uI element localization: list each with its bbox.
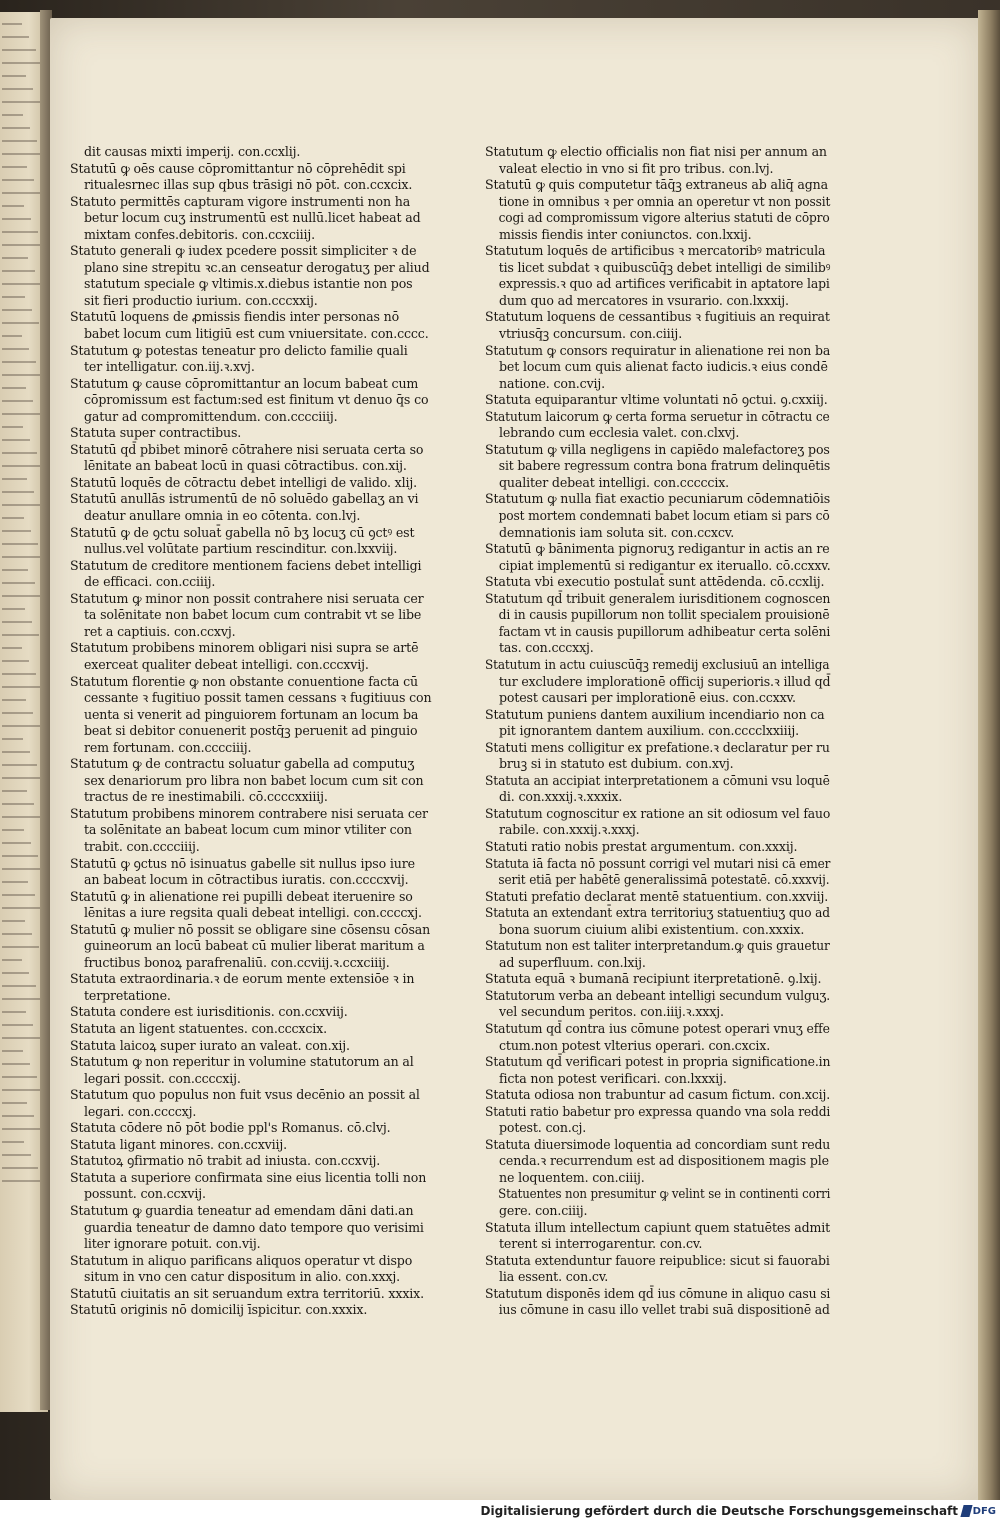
- text-line: nullus.vel volūtate partium rescinditur. con.lxxviij.: [84, 541, 398, 557]
- text-line: possunt. con.ccxvij.: [84, 1186, 206, 1202]
- facing-page-line: [2, 1050, 23, 1052]
- text-line: uenta si venerit ad pinguiorem fortunam an locum ba: [84, 706, 419, 722]
- text-line: Statutū ꝙ in alienatione rei pupilli debeat iteruenire so: [70, 888, 413, 904]
- text-line: an babeat locum in cōtractibus iuratis. con.ccccxvij.: [84, 872, 409, 888]
- text-line: cipiat implementū si redigantur ex iteruallo. cō.ccxxv.: [498, 557, 831, 573]
- text-line: Statutum qd̄ contra ius cōmune potest operari vnuʒ effe: [485, 1020, 830, 1036]
- facing-page-line: [2, 296, 25, 298]
- right-text-column: [485, 144, 830, 1319]
- text-line: Statuti ratio nobis prestat argumentum. con.xxxij.: [485, 838, 798, 854]
- page-edge: [978, 10, 1000, 1500]
- text-line: exerceat qualiter debeat intelligi. con.cccxvij.: [84, 656, 369, 672]
- text-line: post mortem condemnati babet locum etiam si pars cō: [498, 508, 830, 524]
- text-line: lia essent. con.cv.: [499, 1269, 609, 1285]
- text-line: situm in vno cen catur dispositum in alio. con.xxxj.: [84, 1269, 400, 1285]
- facing-page-line: [2, 491, 34, 493]
- text-line: Statuta vbi executio postulat̄ sunt attēdenda. cō.ccxlij.: [485, 574, 825, 590]
- text-line: Statuta an accipiat interpretationem a cōmuni vsu loquē: [485, 772, 830, 788]
- text-line: Statutū ꝙ mulier nō possit se obligare sine cōsensu cōsan: [70, 921, 431, 937]
- text-line: expressis.ꝛ quo ad artifices verificabit in aptatore lapi: [498, 276, 830, 292]
- facing-page-line: [2, 725, 40, 727]
- facing-page-line: [2, 218, 31, 220]
- text-line: Statutum ꝙ electio officialis non fiat nisi per annum an: [485, 144, 827, 159]
- facing-page-line: [2, 777, 44, 779]
- facing-page-line: [2, 413, 40, 415]
- facing-page-line: [2, 504, 41, 506]
- text-line: Statutum de creditore mentionem faciens debet intelligi: [70, 557, 422, 573]
- text-line: vel secundum peritos. con.iiij.ꝛ.xxxj.: [499, 1004, 724, 1020]
- facing-page-line: [2, 309, 32, 311]
- facing-page-line: [2, 62, 43, 64]
- text-line: ta solēnitate non babet locum cum contrabit vt se libe: [84, 607, 422, 623]
- text-line: Statuta equiparantur vltime voluntati nō ꝯctui. ꝯ.cxxiij.: [485, 392, 828, 408]
- facing-page-line: [2, 959, 22, 961]
- text-line: beat si debitor conuenerit postq̄ꝫ peruenit ad pinguio: [84, 723, 418, 739]
- text-line: vtriusq̄ꝫ concursum. con.ciiij.: [499, 326, 683, 342]
- facing-page-line: [2, 244, 45, 246]
- text-line: Statuti mens colligitur ex prefatione.ꝛ declaratur per ru: [485, 739, 830, 755]
- facing-page-line: [2, 738, 23, 740]
- text-line: Statutum ꝙ potestas teneatur pro delicto familie quali: [70, 342, 408, 358]
- facing-page-line: [2, 1115, 34, 1117]
- text-line: Statuta super contractibus.: [70, 425, 242, 441]
- facing-page-line: [2, 543, 38, 545]
- text-line: sex denariorum pro libra non babet locum cum sit con: [84, 772, 424, 788]
- text-line: Statutum florentie ꝙ non obstante conuentione facta cū: [70, 673, 418, 689]
- text-line: demnationis iam soluta sit. con.ccxcv.: [499, 524, 735, 540]
- text-line: tis licet subdat ꝛ quibuscūq̄ꝫ debet intelligi de similibꝰ: [498, 259, 831, 275]
- facing-page-line: [2, 1089, 44, 1091]
- facing-page-line: [2, 634, 39, 636]
- facing-page-line: [2, 465, 44, 467]
- facing-page-line: [2, 75, 26, 77]
- text-line: Statutum probibens minorem contrabere nisi seruata cer: [70, 805, 428, 821]
- text-line: sit babere regressum contra bona fratrum delinquētis: [498, 458, 831, 474]
- text-line: Statuti prefatio declarat mentē statuentium. con.xxviij.: [485, 888, 829, 904]
- text-line: legari. con.ccccxj.: [84, 1103, 197, 1119]
- text-line: Statutū ꝙ bānimenta pignoruʒ redigantur in actis an re: [485, 541, 830, 557]
- dfg-logo: [962, 1503, 996, 1519]
- text-line: Statutum ꝙ cause cōpromittantur an locum babeat cum: [70, 375, 419, 391]
- text-line: tractus de re inestimabili. cō.ccccxxiiij.: [84, 789, 328, 805]
- text-line: mixtam confes.debitoris. con.ccxciiij.: [84, 226, 315, 242]
- text-line: Statuta diuersimode loquentia ad concordiam sunt redu: [485, 1136, 831, 1152]
- text-line: Statuta extraordinaria.ꝛ de eorum mente extensiōe ꝛ in: [70, 971, 415, 987]
- text-line: Statutum ꝙ villa negligens in capiēdo malefactoreʒ pos: [485, 441, 830, 457]
- text-line: Statuta illum intellectum capiunt quem statuētes admit: [485, 1219, 831, 1235]
- facing-page-line: [2, 608, 25, 610]
- facing-page-line: [2, 1063, 30, 1065]
- footer-bar: [0, 1500, 1000, 1524]
- text-line: rem fortunam. con.cccciiij.: [84, 739, 252, 755]
- text-line: Statutum loquēs de artificibus ꝛ mercatoribꝰ matricula: [485, 243, 826, 259]
- facing-page-line: [2, 283, 42, 285]
- facing-page-line: [2, 933, 32, 935]
- text-line: ius cōmune in casu illo vellet trabi suā dispositionē ad: [498, 1302, 830, 1318]
- text-line: bona suorum ciuium alibi existentium. con.xxxix.: [499, 921, 805, 937]
- facing-page-line: [2, 153, 44, 155]
- text-line: Statuta laicoꝝ super iurato an valeat. con.xij.: [70, 1037, 350, 1053]
- text-line: ritualesrnec illas sup qbus trāsigi nō pōt. con.ccxcix.: [84, 177, 413, 193]
- facing-page-line: [2, 387, 26, 389]
- text-line: liter ignorare potuit. con.vij.: [84, 1236, 261, 1252]
- facing-page-line: [2, 556, 45, 558]
- facing-page-line: [2, 348, 29, 350]
- facing-page-line: [2, 751, 30, 753]
- text-line: statutum speciale ꝙ vltimis.x.diebus istantie non pos: [84, 276, 413, 292]
- facing-page-line: [2, 530, 31, 532]
- text-line: serit etiā per habētē generalissimā potestatē. cō.xxxvij.: [498, 872, 830, 888]
- text-line: Statuta condere est iurisditionis. con.ccxviij.: [70, 1004, 348, 1020]
- facing-page-line: [2, 1102, 27, 1104]
- facing-page-line: [2, 1180, 45, 1182]
- text-line: Statutum qd̄ verificari potest in propria significatione.in: [485, 1054, 831, 1070]
- text-line: tione in omnibus ꝛ per omnia an operetur vt non possit: [498, 193, 831, 209]
- text-line: Statutum ꝙ non reperitur in volumine statutorum an al: [70, 1054, 414, 1070]
- facing-page-line: [2, 1141, 24, 1143]
- text-line: Statutū ꝙ oēs cause cōpromittantur nō cōprehēdit spi: [70, 160, 406, 176]
- text-line: Statutū qd̄ pbibet minorē cōtrahere nisi seruata certa so: [70, 441, 424, 457]
- text-line: trabit. con.cccciiij.: [84, 838, 200, 854]
- text-line: Statuta equā ꝛ bumanā recipiunt iterpretationē. ꝯ.lxij.: [485, 971, 822, 987]
- text-line: ret a captiuis. con.ccxvj.: [84, 623, 236, 639]
- text-line: cōpromissum est factum:sed est finitum vt denuo q̄s co: [84, 392, 429, 408]
- facing-page-line: [2, 686, 43, 688]
- facing-page-line: [2, 1128, 41, 1130]
- text-line: Statuta ligant minores. con.ccxviij.: [70, 1136, 287, 1152]
- text-line: Statutum in actu cuiuscūq̄ꝫ remedij exclusiuū an intelliga: [485, 656, 830, 672]
- facing-page-line: [2, 582, 35, 584]
- text-line: bet locum cum quis alienat facto iudicis.ꝛ eius condē: [499, 359, 828, 375]
- text-line: ad superfluum. con.lxij.: [499, 954, 646, 970]
- facing-page-line: [2, 998, 43, 1000]
- text-line: Statuta cōdere nō pōt bodie ppl's Romanus. cō.clvj.: [70, 1120, 391, 1136]
- text-line: ta solēnitate an babeat locum cum minor vtiliter con: [84, 822, 412, 838]
- facing-page-line: [2, 322, 39, 324]
- text-line: Statuentes non presumitur ꝙ velint se in continenti corri: [498, 1186, 831, 1202]
- facing-page-line: [2, 881, 28, 883]
- facing-page-line: [2, 647, 22, 649]
- facing-page-line: [2, 36, 29, 38]
- text-line: tur excludere implorationē officij superioris.ꝛ illud qd̄: [498, 673, 831, 689]
- text-line: gere. con.ciiij.: [499, 1203, 588, 1218]
- text-line: Statutum ꝙ guardia teneatur ad emendam dāni dati.an: [70, 1203, 414, 1218]
- text-line: Statuta an ligent statuentes. con.cccxcix.: [70, 1020, 327, 1036]
- facing-page-line: [2, 1024, 33, 1026]
- facing-page-line: [2, 803, 34, 805]
- facing-page-line: [2, 88, 33, 90]
- text-line: sit fieri productio iurium. con.cccxxij.: [84, 292, 318, 308]
- facing-page-line: [2, 972, 29, 974]
- facing-page-line: [2, 114, 23, 116]
- facing-page-line: [2, 660, 29, 662]
- facing-page-line: [2, 842, 31, 844]
- facing-page-line: [2, 985, 36, 987]
- facing-page-line: [2, 920, 25, 922]
- text-line: cogi ad compromissum vigore alterius statuti de cōpro: [498, 210, 830, 226]
- text-line: qualiter debeat intelligi. con.cccccix.: [499, 474, 730, 490]
- funding-credit: Digitalisierung gefördert durch die Deutsche Forschungsgemeinschaft: [480, 1504, 958, 1518]
- facing-page-line: [2, 140, 37, 142]
- facing-page-line: [2, 1154, 31, 1156]
- facing-page-line: [2, 1167, 38, 1169]
- dfg-logo-text: DFG: [972, 1505, 996, 1517]
- facing-page-line: [2, 569, 28, 571]
- facing-page-line: [2, 1076, 37, 1078]
- text-line: terent si interrogarentur. con.cv.: [499, 1236, 703, 1252]
- facing-page-line: [2, 270, 35, 272]
- text-line: fructibus bonoꝝ parafrenaliū. con.ccviij.ꝛ.ccxciiij.: [84, 954, 390, 970]
- text-line: potest. con.cj.: [499, 1120, 587, 1136]
- text-line: Statuta an extendant̄ extra territoriuʒ statuentiuʒ quo ad: [485, 905, 830, 921]
- facing-page-line: [2, 192, 41, 194]
- facing-page-line: [2, 790, 27, 792]
- text-line: Statutum qd̄ tribuit generalem iurisditionem cognoscen: [485, 590, 831, 606]
- text-line: di in causis pupillorum non tollit specialem prouisionē: [498, 607, 830, 623]
- facing-page-line: [2, 426, 23, 428]
- facing-page-line: [2, 855, 38, 857]
- facing-page-line: [2, 907, 42, 909]
- facing-page-line: [2, 673, 36, 675]
- text-line: ficta non potest verificari. con.lxxxij.: [499, 1070, 727, 1086]
- text-line: guineorum an locū babeat cū mulier liberat maritum a: [84, 938, 425, 954]
- text-line: Statutum in aliquo parificans aliquos operatur vt dispo: [70, 1252, 413, 1268]
- facing-page-line: [2, 478, 27, 480]
- text-line: lēnitas a iure regsita quali debeat intelligi. con.ccccxj.: [84, 905, 422, 921]
- text-line: Statutū ꝙ quis computetur tāq̄ꝫ extraneus ab aliq̄ agna: [485, 177, 828, 193]
- text-line: Statutū originis nō domicilij īspicitur. con.xxxix.: [70, 1302, 368, 1318]
- text-line: terpretatione.: [84, 987, 171, 1003]
- text-line: missis fiendis inter coniunctos. con.lxxij.: [499, 226, 752, 242]
- text-line: Statuta iā facta nō possunt corrigi vel mutari nisi cā emer: [485, 855, 831, 871]
- facing-page-line: [2, 127, 30, 129]
- text-line: cenda.ꝛ recurrendum est ad dispositionem magis ple: [499, 1153, 829, 1169]
- facing-page-line: [2, 49, 36, 51]
- text-line: Statutum cognoscitur ex ratione an sit odiosum vel fauo: [485, 805, 831, 821]
- text-line: Statutum disponēs idem qd̄ ius cōmune in aliquo casu si: [485, 1285, 831, 1301]
- text-line: bruꝫ si in statuto est dubium. con.xvj.: [499, 756, 734, 772]
- facing-page-line: [2, 868, 45, 870]
- text-line: cessante ꝛ fugitiuo possit tamen cessans ꝛ fugitiuus con: [84, 690, 432, 706]
- text-line: Statutū loquēs de cōtractu debet intelligi de valido. xlij.: [70, 474, 417, 490]
- dfg-logo-mark-icon: [960, 1505, 972, 1517]
- facing-page-line: [2, 699, 26, 701]
- text-line: Statuti ratio babetur pro expressa quando vna sola reddi: [485, 1103, 831, 1119]
- text-line: Statutum ꝙ de contractu soluatur gabella ad computuʒ: [70, 756, 415, 772]
- facing-page-line: [2, 946, 39, 948]
- facing-page-line: [2, 894, 35, 896]
- text-line: ctum.non potest vlterius operari. con.cxcix.: [499, 1037, 771, 1053]
- text-line: Statutū ciuitatis an sit seruandum extra territoriū. xxxix.: [70, 1285, 424, 1301]
- facing-page-line: [2, 452, 37, 454]
- text-line: lebrando cum ecclesia valet. con.clxvj.: [499, 425, 740, 441]
- text-line: Statuto generali ꝙ iudex pcedere possit simpliciter ꝛ de: [70, 243, 417, 259]
- facing-page-line: [2, 101, 40, 103]
- text-line: di. con.xxxij.ꝛ.xxxix.: [499, 789, 623, 805]
- text-line: Statutum laicorum ꝙ certa forma seruetur in cōtractu ce: [485, 408, 830, 424]
- text-line: Statuto permittēs capturam vigore instrumenti non ha: [70, 193, 411, 209]
- text-line: Statutum ꝙ nulla fiat exactio pecuniarum cōdemnatiōis: [485, 491, 831, 507]
- text-line: Statutum quo populus non fuit vsus decēnio an possit al: [70, 1087, 420, 1103]
- text-line: rabile. con.xxxij.ꝛ.xxxj.: [499, 822, 640, 838]
- text-line: Statuta odiosa non trabuntur ad casum fictum. con.xcij.: [485, 1087, 831, 1103]
- text-line: Statuta a superiore confirmata sine eius licentia tolli non: [70, 1169, 427, 1185]
- facing-page-line: [2, 361, 36, 363]
- text-line: potest causari per implorationē eius. con.ccxxv.: [499, 690, 796, 706]
- facing-page-line: [2, 231, 38, 233]
- facing-page-line: [2, 23, 22, 25]
- facing-page-line: [2, 400, 33, 402]
- text-line: Statutū ꝙ ꝯctus nō isinuatus gabelle sit nullus ipso iure: [70, 855, 415, 871]
- text-line: de efficaci. con.cciiij.: [84, 574, 216, 590]
- facing-page-line: [2, 179, 34, 181]
- facing-page-line: [2, 205, 24, 207]
- text-line: deatur anullare omnia in eo cōtenta. con.lvj.: [84, 508, 361, 524]
- text-line: Statuta extenduntur fauore reipublice: sicut si fauorabi: [485, 1252, 830, 1268]
- text-line: guardia teneatur de damno dato tempore quo verisimi: [84, 1219, 424, 1235]
- text-line: tas. con.cccxxj.: [499, 640, 594, 656]
- text-line: Statutum probibens minorem obligari nisi supra se artē: [70, 640, 419, 656]
- text-line: Statutum ꝙ minor non possit contrahere nisi seruata cer: [70, 590, 424, 606]
- text-line: Statutum non est taliter interpretandum.ꝙ quis grauetur: [485, 938, 830, 954]
- text-line: betur locum cuʒ instrumentū est nullū.licet habeat ad: [84, 210, 421, 226]
- facing-page-line: [2, 439, 30, 441]
- text-line: gatur ad compromittendum. con.cccciiij.: [84, 408, 338, 424]
- text-line: natione. con.cvij.: [499, 375, 606, 391]
- facing-page-line: [2, 374, 43, 376]
- text-line: babet locum cum litigiū est cum vniuersitate. con.cccc.: [84, 326, 429, 342]
- text-line: dum quo ad mercatores in vsurario. con.lxxxij.: [499, 292, 789, 308]
- facing-page-line: [2, 1011, 26, 1013]
- text-line: lēnitate an babeat locū in quasi cōtractibus. con.xij.: [84, 458, 407, 474]
- text-line: factam vt in causis pupillorum adhibeatur certa solēni: [498, 623, 831, 639]
- text-line: Statutū loquens de ꝓmissis fiendis inter personas nō: [70, 309, 400, 325]
- text-line: Statutorum verba an debeant intelligi secundum vulguʒ.: [485, 987, 831, 1003]
- text-line: ne loquentem. con.ciiij.: [499, 1169, 645, 1185]
- facing-page-line: [2, 595, 42, 597]
- text-line: plano sine strepitu ꝛc.an censeatur derogatuʒ per aliud: [84, 259, 430, 275]
- facing-page-line: [2, 712, 33, 714]
- facing-page-line: [2, 764, 37, 766]
- facing-page-line: [2, 257, 28, 259]
- text-line: dit causas mixti imperij. con.ccxlij.: [84, 144, 301, 159]
- text-line: Statutum loquens de cessantibus ꝛ fugitiuis an requirat: [485, 309, 830, 325]
- text-line: Statutoꝝ ꝯfirmatio nō trabit ad iniusta. con.ccxvij.: [70, 1153, 381, 1169]
- text-line: ter intelligatur. con.iij.ꝛ.xvj.: [84, 359, 255, 375]
- text-line: Statutum puniens dantem auxilium incendiario non ca: [485, 706, 825, 722]
- facing-page-line: [2, 1037, 40, 1039]
- left-text-column: [70, 144, 440, 1319]
- facing-page-line: [2, 166, 27, 168]
- facing-page-line: [2, 816, 41, 818]
- facing-page-line: [2, 335, 22, 337]
- text-line: Statutū anullās istrumentū de nō soluēdo gabellaʒ an vi: [70, 491, 419, 507]
- text-line: pit ignorantem dantem auxilium. con.cccclxxiiij.: [499, 723, 800, 739]
- text-line: valeat electio in vno si fit pro tribus. con.lvj.: [499, 160, 774, 176]
- facing-page-line: [2, 621, 32, 623]
- facing-page-line: [2, 829, 24, 831]
- text-line: legari possit. con.ccccxij.: [84, 1070, 241, 1086]
- text-line: Statutū ꝙ de ꝯctu soluat̄ gabella nō bʒ locuʒ cū ꝯctꝰ est: [70, 524, 415, 540]
- text-line: Statutum ꝙ consors requiratur in alienatione rei non ba: [485, 342, 831, 358]
- facing-page-line: [2, 517, 24, 519]
